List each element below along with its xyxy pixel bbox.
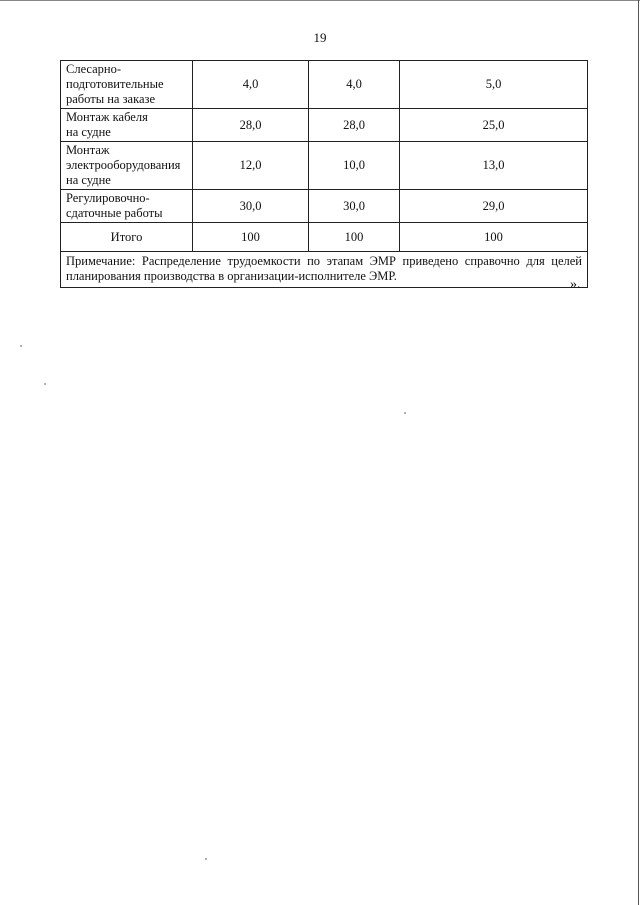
- row-label-line: Монтаж кабеля: [66, 110, 148, 124]
- scan-speck: [404, 412, 406, 414]
- table-row: [61, 142, 588, 190]
- row-value: 29,0: [400, 190, 588, 223]
- row-value: 5,0: [400, 61, 588, 109]
- labor-distribution-table: [60, 60, 588, 288]
- row-value: 28,0: [193, 109, 309, 142]
- page-top-edge: [0, 0, 640, 1]
- table-row: [61, 109, 588, 142]
- row-label-line: на судне: [66, 173, 111, 187]
- row-value: 10,0: [309, 142, 400, 190]
- row-label: [61, 61, 193, 109]
- total-value: 100: [193, 223, 309, 252]
- row-label-line: работы на заказе: [66, 92, 155, 106]
- page-number: 19: [313, 30, 327, 45]
- row-label-line: электрооборудования: [66, 158, 181, 172]
- row-label: [61, 109, 193, 142]
- row-label-line: сдаточные работы: [66, 206, 163, 220]
- row-value: 25,0: [400, 109, 588, 142]
- total-label: Итого: [61, 223, 193, 252]
- row-value: 4,0: [309, 61, 400, 109]
- closing-quote-mark: ».: [570, 277, 581, 292]
- row-value: 30,0: [309, 190, 400, 223]
- scan-speck: [44, 383, 46, 385]
- row-label-line: Слесарно-: [66, 62, 122, 76]
- row-label-line: Монтаж: [66, 143, 110, 157]
- scan-speck: [205, 858, 207, 860]
- row-value: 30,0: [193, 190, 309, 223]
- table-note-row: [61, 252, 588, 288]
- table-row: [61, 61, 588, 109]
- row-label: [61, 142, 193, 190]
- row-value: 13,0: [400, 142, 588, 190]
- row-label: [61, 190, 193, 223]
- total-value: 100: [309, 223, 400, 252]
- row-label-line: подготовительные: [66, 77, 164, 91]
- row-label-line: на судне: [66, 125, 111, 139]
- row-value: 4,0: [193, 61, 309, 109]
- row-label-line: Регулировочно-: [66, 191, 150, 205]
- table-row: [61, 190, 588, 223]
- total-value: 100: [400, 223, 588, 252]
- table-note: Примечание: Распределение трудоемкости по этапам ЭМР приведено справочно для целей планирования производства в организации-исполнителе ЭМР.: [61, 252, 588, 288]
- row-value: 28,0: [309, 109, 400, 142]
- scan-speck: [20, 345, 22, 347]
- table-total-row: [61, 223, 588, 252]
- page-right-edge: [638, 0, 639, 905]
- row-value: 12,0: [193, 142, 309, 190]
